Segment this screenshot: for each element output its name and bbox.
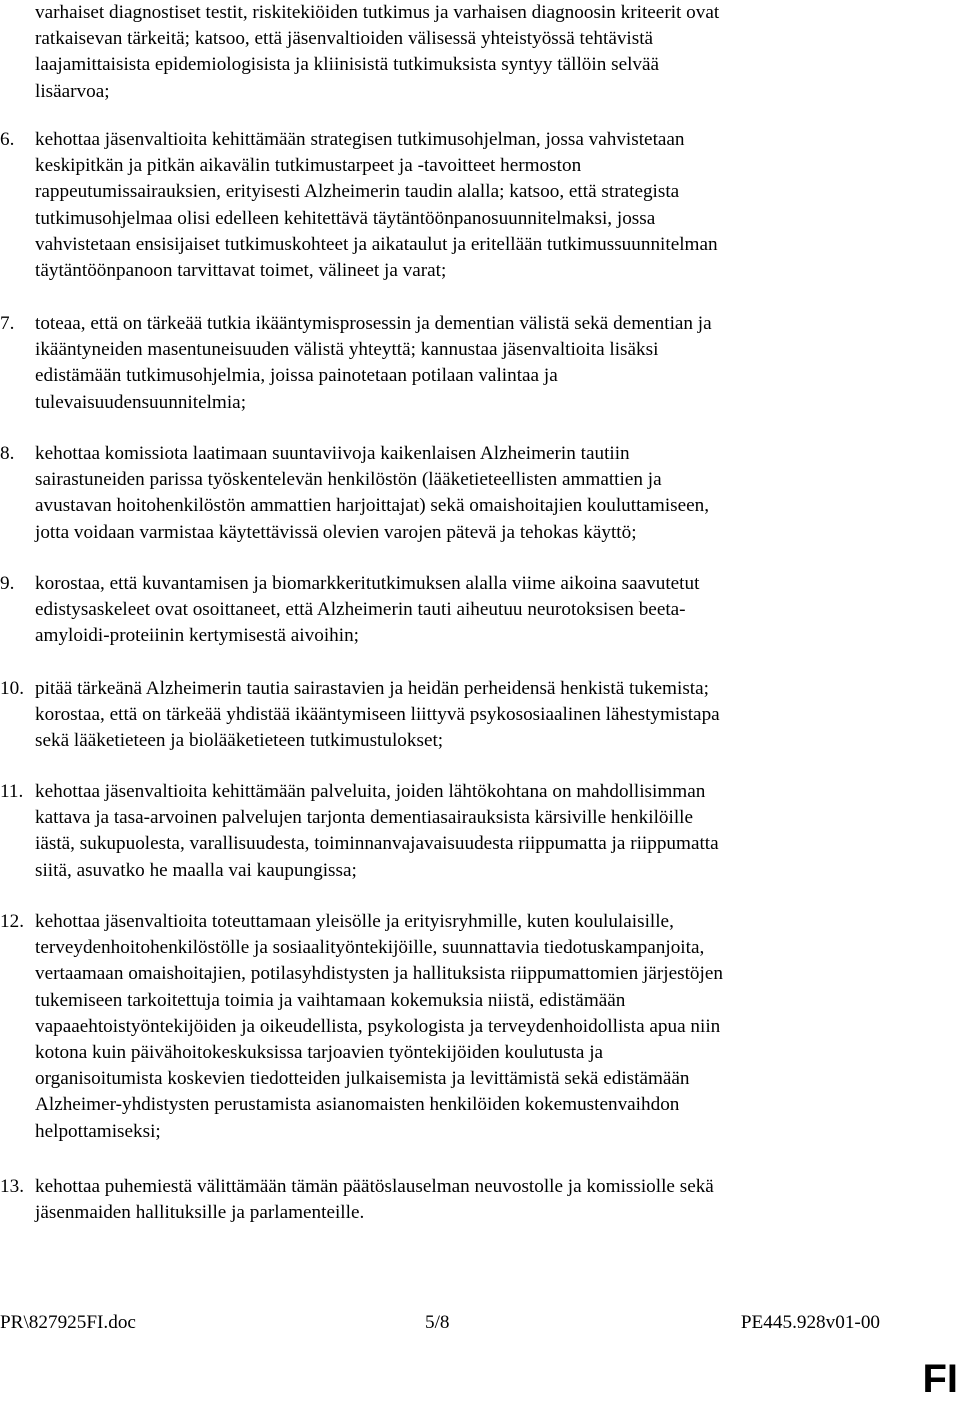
text-line: avustavan hoitohenkilöstön ammattien harjoittajat) sekä omaishoitajien kouluttamiseen, — [35, 495, 710, 517]
text-line: sairastuneiden parissa työskentelevän henkilöstön (lääketieteellisten ammattien ja — [35, 469, 662, 491]
footer-doc-ref: PR\827925FI.doc — [0, 1312, 136, 1333]
item-number: 6. — [0, 129, 15, 150]
text-line: tukemiseen tarkoitettuja toimia ja vaihtamaan kokemuksia niistä, edistämään — [35, 989, 626, 1011]
text-line: Alzheimer-yhdistysten perustamista asianomaisten henkilöiden kokemustenvaihdon — [35, 1094, 680, 1116]
text-line: keskipitkän ja pitkän aikavälin tutkimustarpeet ja -tavoitteet hermoston — [35, 155, 582, 177]
text-line: kattava ja tasa-arvoinen palvelujen tarjonta dementiasairauksista kärsiville henkilöille — [35, 807, 693, 829]
item-number: 7. — [0, 313, 15, 334]
text-line: tulevaisuudensuunnitelmia; — [35, 391, 247, 413]
text-line: sekä lääketieteen ja biolääketieteen tutkimustulokset; — [35, 730, 444, 752]
text-line: ratkaisevan tärkeitä; katsoo, että jäsenvaltioiden välisessä yhteistyössä tehtävistä — [35, 28, 654, 50]
text-line: kehottaa jäsenvaltioita kehittämään palveluita, joiden lähtökohtana on mahdollisimman — [35, 781, 706, 802]
text-line: tutkimusohjelmaa olisi edelleen kehitettävä täytäntöönpanosuunnitelmaksi, jossa — [35, 207, 656, 229]
text-line: rappeutumissairauksien, erityisesti Alzheimerin taudin alalla; katsoo, että strategista — [35, 181, 680, 203]
text-line: helpottamiseksi; — [35, 1120, 161, 1142]
text-line: laajamittaisista epidemiologisista ja kliinisistä tutkimuksista syntyy tällöin selvää — [35, 54, 660, 76]
language-code: FI — [922, 1357, 958, 1401]
page-footer — [0, 1310, 960, 1340]
item-number: 8. — [0, 443, 15, 464]
item-text — [35, 676, 720, 755]
text-line: iästä, sukupuolesta, varallisuudesta, toiminnanvajavaisuudesta riippumatta ja riippumatta — [35, 833, 719, 855]
text-line: jäsenmaiden hallituksille ja parlamenteille. — [35, 1202, 365, 1224]
item-number: 10. — [0, 678, 24, 699]
item-text — [35, 779, 719, 884]
item-number: 11. — [0, 781, 24, 802]
item-text — [35, 311, 712, 416]
footer-page-number: 5/8 — [425, 1312, 450, 1333]
text-line: vapaaehtoistyöntekijöiden ja oikeudellista, psykologista ja terveydenhoidollista apua niin — [35, 1015, 721, 1037]
text-line: täytäntöönpanoon tarvittavat toimet, välineet ja varat; — [35, 260, 447, 282]
text-line: kotona kuin päivähoitokeskuksissa tarjoavien työntekijöiden koulutusta ja — [35, 1042, 604, 1064]
text-line: toteaa, että on tärkeää tutkia ikääntymisprosessin ja dementian välistä sekä dementian ja — [35, 313, 712, 334]
text-line: kehottaa jäsenvaltioita toteuttamaan yleisölle ja erityisryhmille, kuten koululaisille, — [35, 911, 674, 932]
text-line: vahvistetaan ensisijaiset tutkimuskohteet ja aikataulut ja eritellään tutkimussuunnitelman — [35, 233, 718, 255]
text-line: terveydenhoitohenkilöstölle ja sosiaalityöntekijöille, suunnattavia tiedotuskampanjoita, — [35, 937, 705, 959]
item-text — [35, 441, 709, 546]
text-line: pitää tärkeänä Alzheimerin tautia sairastavien ja heidän perheidensä henkistä tukemista; — [35, 678, 709, 699]
item-number: 9. — [0, 573, 15, 594]
text-line: vertaamaan omaishoitajien, potilasyhdistysten ja hallituksista riippumattomien järjestöjen — [35, 963, 723, 985]
text-line: edistysaskeleet ovat osoittaneet, että Alzheimerin tauti aiheutuu neurotoksisen beeta- — [35, 599, 686, 621]
text-line: lisäarvoa; — [35, 80, 110, 102]
text-line: kehottaa jäsenvaltioita kehittämään strategisen tutkimusohjelman, jossa vahvistetaan — [35, 129, 685, 150]
item-number: 12. — [0, 911, 24, 932]
item-number: 13. — [0, 1176, 24, 1197]
item-text — [35, 127, 718, 284]
text-line: varhaiset diagnostiset testit, riskitekiöiden tutkimus ja varhaisen diagnoosin kriteerit ovat — [35, 2, 720, 23]
item-text — [35, 1174, 714, 1226]
text-line: korostaa, että kuvantamisen ja biomarkkeritutkimuksen alalla viime aikoina saavutetut — [35, 573, 700, 594]
text-line: edistämään tutkimusohjelmia, joissa painotetaan potilaan valintaa ja — [35, 365, 558, 387]
text-line: kehottaa komissiota laatimaan suuntaviivoja kaikenlaisen Alzheimerin tautiin — [35, 443, 630, 464]
item-text — [35, 909, 723, 1145]
text-line: kehottaa puhemiestä välittämään tämän päätöslauselman neuvostolle ja komissiolle sekä — [35, 1176, 714, 1197]
text-line: jotta voidaan varmistaa käytettävissä olevien varojen pätevä ja tehokas käyttö; — [35, 521, 637, 543]
text-line: siitä, asuvatko he maalla vai kaupungissa; — [35, 859, 357, 881]
continuation-paragraph — [35, 0, 935, 105]
text-line: ikääntyneiden masentuneisuuden välistä yhteyttä; kannustaa jäsenvaltioita lisäksi — [35, 339, 659, 361]
footer-pe-ref: PE445.928v01-00 — [740, 1312, 880, 1333]
text-line: korostaa, että on tärkeää yhdistää ikääntymiseen liittyvä psykososiaalinen lähestymistapa — [35, 704, 720, 726]
item-text — [35, 571, 699, 650]
text-line: amyloidi-proteiinin kertymisestä aivoihin; — [35, 625, 359, 647]
text-line: organisoitumista koskevien tiedotteiden julkaisemista ja levittämistä sekä edistämään — [35, 1068, 690, 1090]
